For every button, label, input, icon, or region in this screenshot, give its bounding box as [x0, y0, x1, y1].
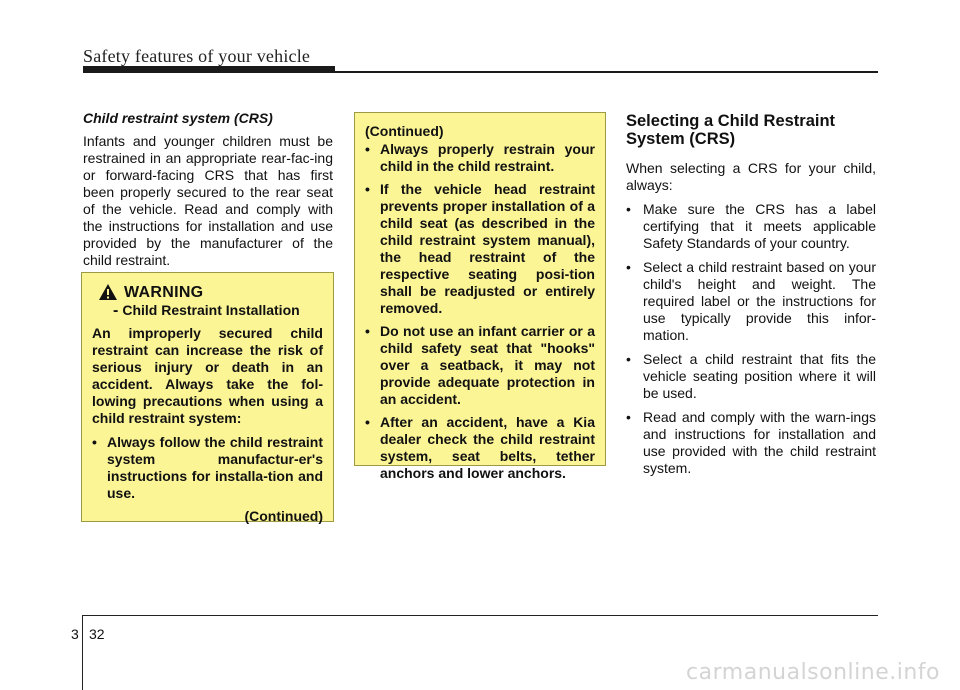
warning-bullet: • Always properly restrain your child in the child restraint.: [365, 141, 595, 174]
list-item: • Make sure the CRS has a label certifying that it meets applicable Safety Standards of your country.: [626, 201, 876, 251]
warning-bullet: • Do not use an infant carrier or a child safety seat that "hooks" over a seatback, it may not provide adequate protection in an accident.: [365, 323, 595, 407]
crs-intro-paragraph: Infants and younger children must be restrained in an appropriate rear-fac-ing or forward-facing CRS that has first been properly secured to the rear seat of the vehicle. Read and comply with the instructions for installation and use provided by the manufacturer of the child restraint.: [83, 133, 333, 268]
selecting-crs-intro: When selecting a CRS for your child, always:: [626, 160, 876, 193]
chapter-number: 3: [71, 626, 79, 642]
right-column: [626, 108, 876, 484]
warning-subtitle: - Child Restraint Installation: [113, 302, 300, 319]
warning-bullet: • After an accident, have a Kia dealer check the child restraint system, seat belts, tether anchors and lower anchors.: [365, 414, 595, 481]
continued-label: (Continued): [365, 123, 444, 139]
warning-bullet-list: [92, 434, 323, 502]
footer-vertical-rule: [82, 615, 83, 690]
selecting-crs-heading: Selecting a Child Restraint System (CRS): [626, 112, 836, 148]
warning-subtitle-text: Child Restraint Installation: [122, 302, 300, 318]
warning-bullet: • Always follow the child restraint system manufactur-er's instructions for installa-tion and use.: [92, 434, 323, 501]
header-rule-thin: [83, 71, 878, 73]
footer-rule: [83, 615, 878, 616]
continued-label: (Continued): [244, 508, 323, 524]
warning-bullet: • If the vehicle head restraint prevents proper installation of a child seat (as described in the child restraint system manual), the head restraint of the respective seating posi-tion shall be readjusted or entirely removed.: [365, 181, 595, 316]
list-item: • Select a child restraint based on your child's height and weight. The required label or the instructions for use typically provide this infor-mation.: [626, 259, 876, 343]
warning-header: [98, 283, 323, 301]
left-column: [83, 108, 333, 269]
list-item: • Read and comply with the warn-ings and instructions for installation and use provided with the child restraint system.: [626, 409, 876, 476]
selecting-crs-bullets: [626, 201, 876, 477]
crs-section-heading: Child restraint system (CRS): [83, 110, 273, 126]
warning-bullet-list: [365, 141, 595, 482]
page-number: 32: [89, 626, 105, 642]
list-item: • Select a child restraint that fits the vehicle seating position where it will be used.: [626, 351, 876, 401]
page-header-title: Safety features of your vehicle: [83, 46, 311, 66]
warning-box-continued: [354, 112, 606, 481]
warning-body-text: An improperly secured child restraint can increase the risk of serious injury or death in an accident. Always take the fol-lowing precautions when using a child restraint system:: [92, 325, 323, 426]
warning-triangle-icon: [98, 283, 118, 301]
warning-title: WARNING: [124, 283, 204, 301]
watermark: carmanualsonline.info: [686, 660, 940, 685]
warning-box-installation: [81, 272, 334, 522]
